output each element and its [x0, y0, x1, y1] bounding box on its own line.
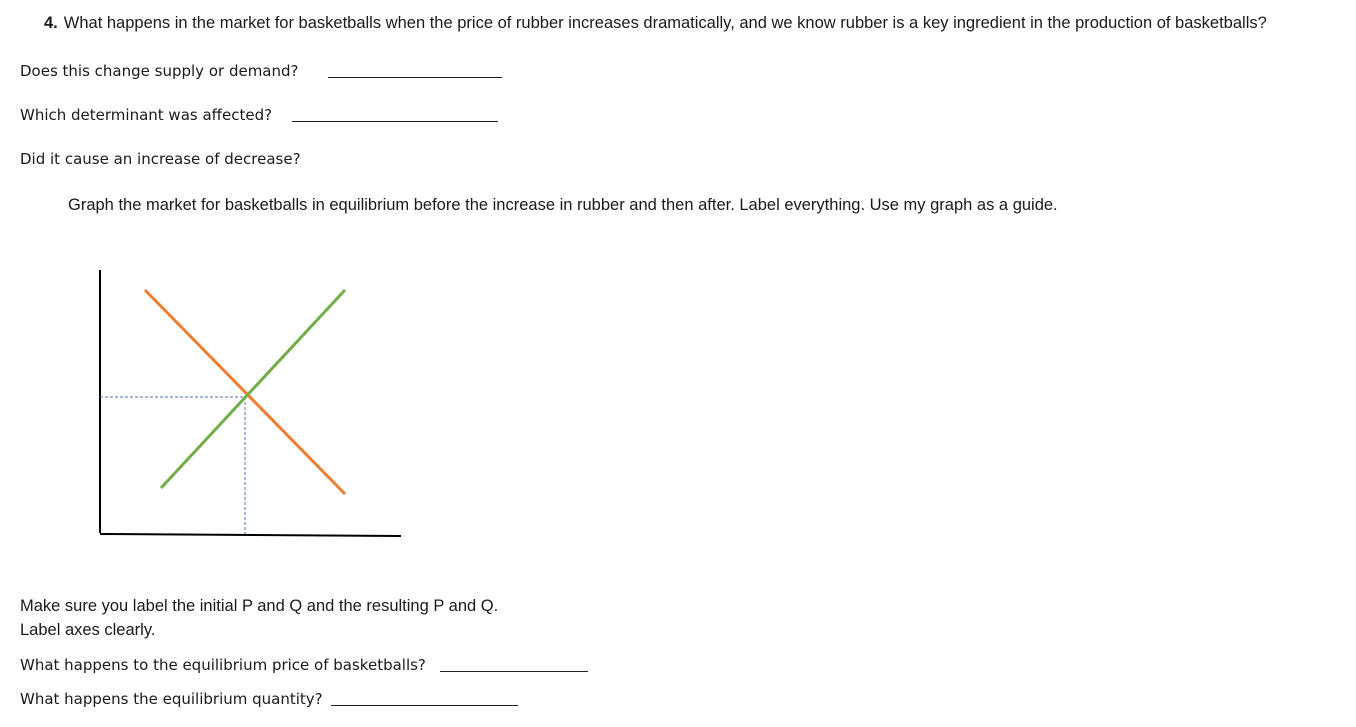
- prompt-supply-or-demand: Does this change supply or demand?: [20, 62, 299, 80]
- answer-blank-eq-quantity[interactable]: [331, 705, 518, 706]
- label-pq-instruction: Make sure you label the initial P and Q and the resulting P and Q.: [20, 597, 499, 615]
- prompt-eq-quantity: What happens the equilibrium quantity?: [20, 690, 323, 708]
- x-axis: [100, 534, 401, 536]
- prompt-eq-price: What happens to the equilibrium price of basketballs?: [20, 656, 426, 674]
- label-axes-instruction: Label axes clearly.: [20, 621, 156, 639]
- answer-blank-eq-price[interactable]: [440, 671, 588, 672]
- graph-instruction: Graph the market for basketballs in equilibrium before the increase in rubber and then after. Label everything. Use my graph as a guide.: [68, 196, 1058, 214]
- prompt-increase-decrease: Did it cause an increase of decrease?: [20, 150, 301, 168]
- supply-curve: [161, 290, 345, 488]
- question-text: What happens in the market for basketballs when the price of rubber increases dramatically, and we know rubber is a key ingredient in the production of basketballs?: [63, 14, 1267, 32]
- prompt-determinant: Which determinant was affected?: [20, 106, 273, 124]
- question-number: 4.: [44, 14, 58, 32]
